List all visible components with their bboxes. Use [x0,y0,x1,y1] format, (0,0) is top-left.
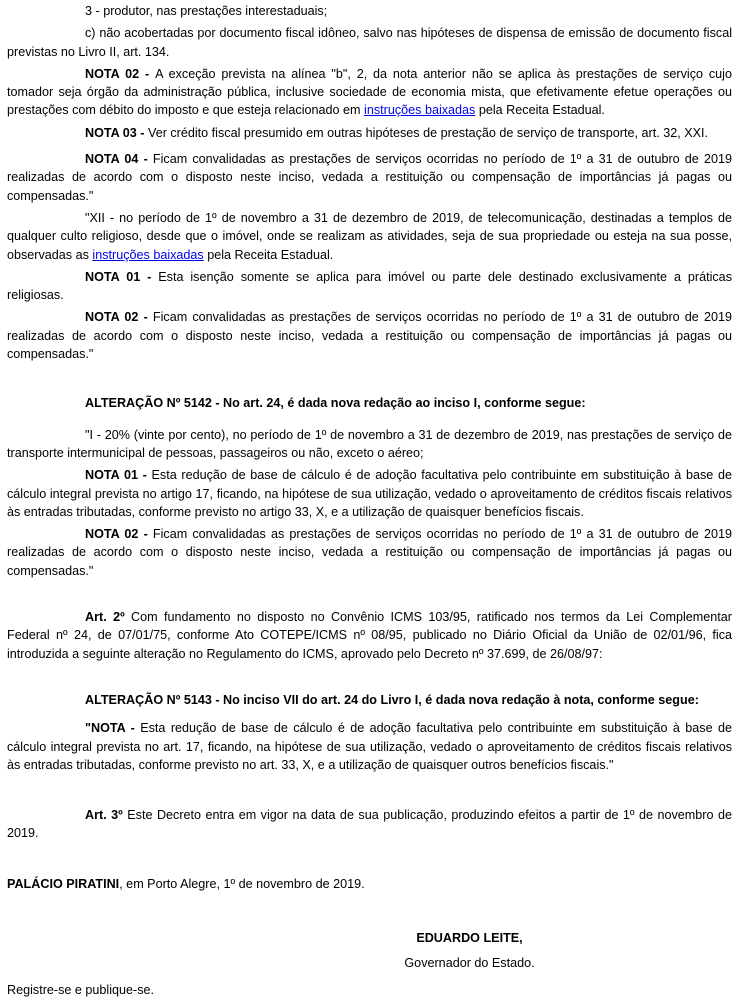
text-run-bold: Art. 2º [85,610,125,625]
text-run-bold: Art. 3º [85,808,123,823]
text-run: Esta redução de base de cálculo é de adoção facultativa pelo contribuinte em substituição à base de cálculo integral prevista no art. 17, ficando, na hipótese de sua utilização, vedado o aproveitamento de créditos fiscais relativos às entradas tributadas, conforme previsto no art. 33, X, e a utilização de quaisquer outros benefícios fiscais." [7,721,732,772]
text-run: Ficam convalidadas as prestações de serviços ocorridas no período de 1º a 31 de outubro de 2019 realizadas de acordo com o disposto neste inciso, vedada a restituição ou compensação de importâncias já pagas ou compensadas." [7,152,732,203]
paragraph-inciso-i-20-por-cento [7,426,732,463]
paragraph-alinea-c [7,24,732,61]
text-run: Ver crédito fiscal presumido em outras hipóteses de prestação de serviço de transporte, art. 32, XXI. [147,125,708,140]
paragraph-nota-02-inciso-xii [7,308,732,363]
paragraph-nota-01-alteracao-5142 [7,466,732,521]
text-run: , em Porto Alegre, 1º de novembro de 2019. [119,876,365,891]
paragraph-nota-02-alinea-b [7,65,732,120]
text-run: Ficam convalidadas as prestações de serviços ocorridas no período de 1º a 31 de outubro de 2019 realizadas de acordo com o disposto neste inciso, vedada a restituição ou compensação de importâncias já pagas ou compensadas." [7,310,732,362]
text-run: A exceção prevista na alínea "b", 2, da nota anterior não se aplica às prestações de serviço cujo tomador seja órgão da administração pública, inclusive sociedade de economia mista, que efetivamente efetue operações ou prestações com débito do imposto e que esteja relacionado em [7,66,732,118]
text-run-bold: NOTA 02 - [85,310,153,325]
text-run-bold: ALTERAÇÃO Nº 5142 - No art. 24, é dada nova redação ao inciso I, conforme segue: [85,396,586,411]
paragraph-alteracao-5142 [7,394,732,412]
text-run: Ficam convalidadas as prestações de serviços ocorridas no período de 1º a 31 de outubro de 2019 realizadas de acordo com o disposto neste inciso, vedada a restituição ou compensação de importâncias já pagas ou compensadas." [7,527,732,578]
link-instrucoes-baixadas-2[interactable]: instruções baixadas [92,247,204,262]
text-run-bold: NOTA 04 - [85,152,153,167]
text-run-bold: NOTA 02 - [85,527,153,542]
text-run: pela Receita Estadual. [203,247,334,262]
text-run: Esta redução de base de cálculo é de adoção facultativa pelo contribuinte em substituição à base de cálculo integral prevista no artigo 17, ficando, na hipótese de sua utilização, vedado o aproveitamento de créditos fiscais relativos às entradas tributadas, conforme previsto no artigo 33, X, e a utilização de quaisquer benefícios fiscais. [7,468,732,519]
text-run: c) não acobertadas por documento fiscal idôneo, salvo nas hipóteses de dispensa de emissão de documento fiscal previstas no Livro II, art. 134. [7,26,732,59]
text-run: pela Receita Estadual. [475,103,605,118]
text-run: Este Decreto entra em vigor na data de sua publicação, produzindo efeitos a partir de 1º de novembro de 2019. [7,808,732,841]
paragraph-art-2 [7,608,732,663]
link-instrucoes-baixadas-1[interactable]: instruções baixadas [364,103,476,118]
paragraph-nota-03 [7,124,732,142]
text-run-bold: NOTA 03 - [85,125,148,140]
text-run: Com fundamento no disposto no Convênio ICMS 103/95, ratificado nos termos da Lei Complementar Federal nº 24, de 07/01/75, conforme Ato COTEPE/ICMS nº 08/95, publicado no Diário Oficial da União de 02/01/96, fica introduzida a seguinte alteração no Regulamento do ICMS, aprovado pelo Decreto nº 37.699, de 26/08/97: [7,610,732,661]
text-run: 3 - produtor, nas prestações interestaduais; [85,4,328,18]
text-run-bold: NOTA 02 - [85,66,156,81]
paragraph-nota-01-inciso-xii [7,268,732,305]
text-run-bold: NOTA 01 - [85,269,159,284]
text-run: Registre-se e publique-se. [7,982,155,997]
document-body [7,2,732,999]
text-run-bold: ALTERAÇÃO Nº 5143 - No inciso VII do art. 24 do Livro I, é dada nova redação à nota, conforme segue: [85,692,699,707]
text-run-bold: EDUARDO LEITE, [416,930,523,945]
paragraph-inciso-xii [7,209,732,264]
paragraph-signature-title [7,954,732,972]
paragraph-nota-alteracao-5143 [7,719,732,774]
text-run: "XII - no período de 1º de novembro a 31 de dezembro de 2019, de telecomunicação, destinadas a templos de qualquer culto religioso, desde que o imóvel, onde se realizam as atividades, seja de sua propriedade ou esteja na sua posse, observadas as [7,210,732,262]
text-run: "I - 20% (vinte por cento), no período de 1º de novembro a 31 de dezembro de 2019, nas prestações de serviço de transporte intermunicipal de pessoas, passageiros ou não, exceto o aéreo; [7,427,732,460]
paragraph-alteracao-5143 [7,691,732,709]
paragraph-art-3 [7,806,732,843]
text-run-bold: "NOTA - [85,721,141,736]
paragraph-signature-name [7,929,732,947]
paragraph-nota-02-alteracao-5142 [7,525,732,580]
paragraph-registre-se [7,981,732,999]
text-run-bold: PALÁCIO PIRATINI [7,876,120,891]
paragraph-item-3-produtor [7,2,732,20]
paragraph-nota-04 [7,150,732,205]
text-run-bold: NOTA 01 - [85,468,152,483]
text-run: Governador do Estado. [404,956,535,971]
paragraph-palacio-piratini [7,875,732,893]
text-run: Esta isenção somente se aplica para imóvel ou parte dele destinado exclusivamente a práticas religiosas. [7,269,732,303]
